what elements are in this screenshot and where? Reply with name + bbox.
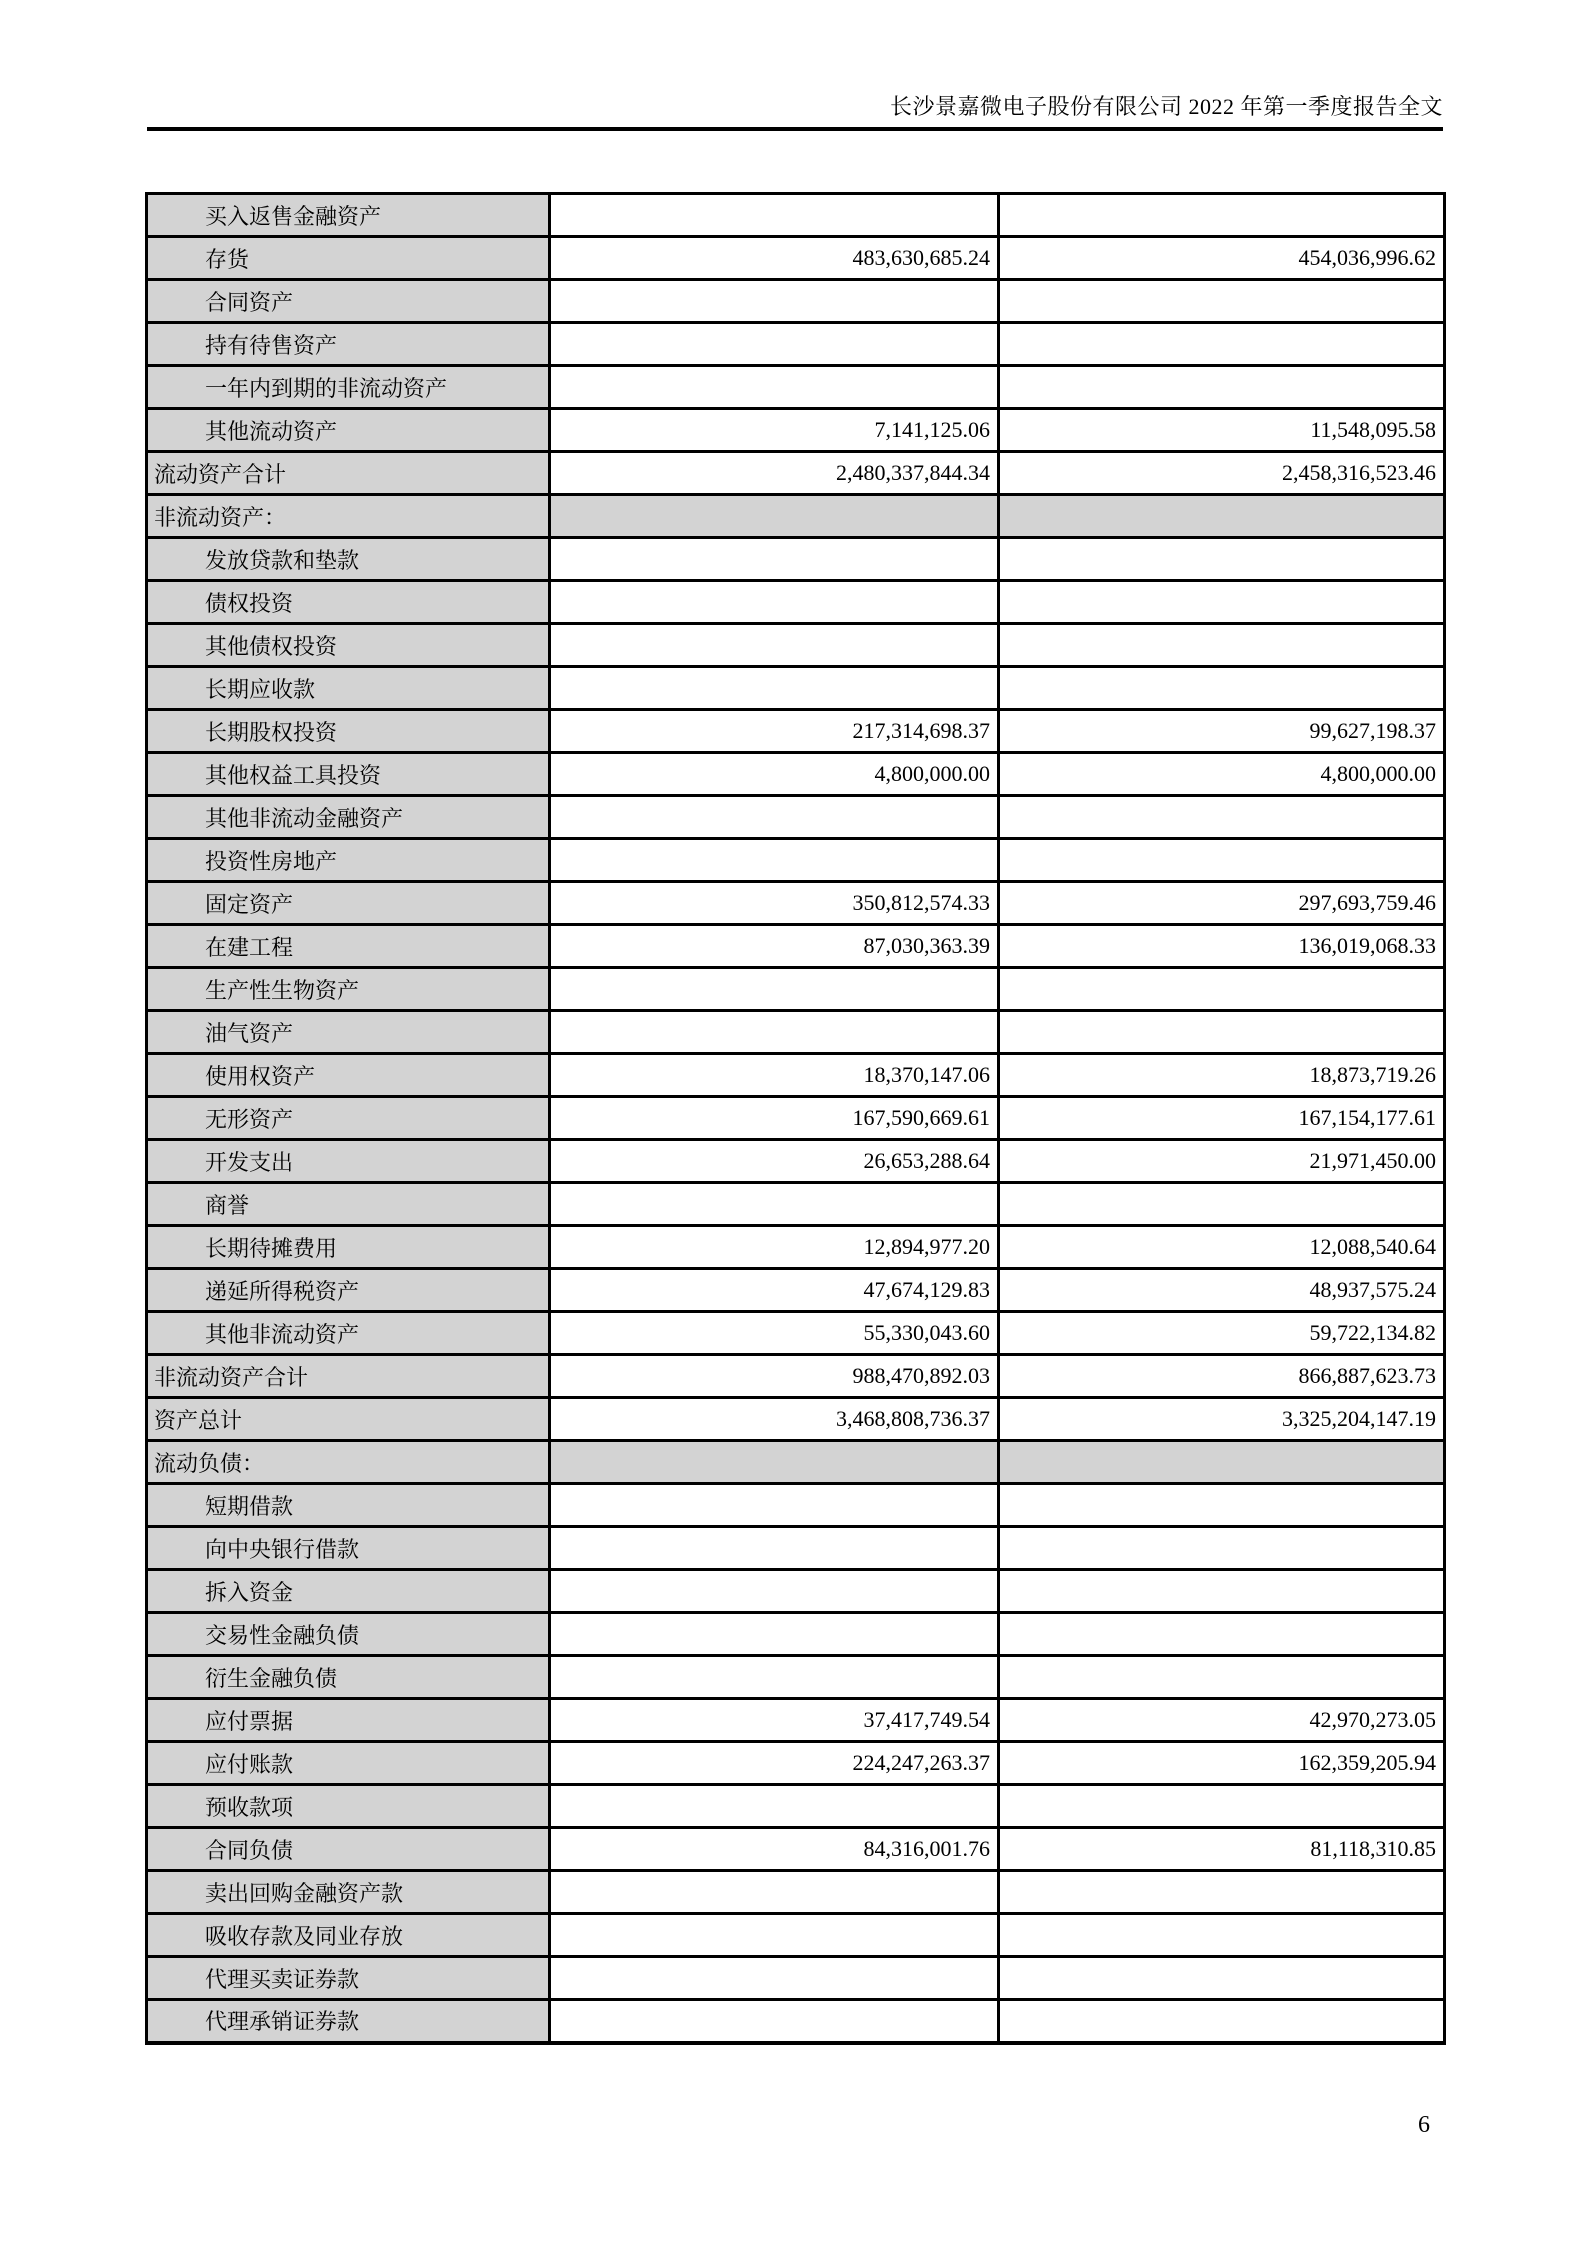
table-row (147, 1054, 1445, 1097)
table-row (147, 1140, 1445, 1183)
row-label-cell: 应付票据 (147, 1699, 550, 1742)
row-value-period-begin-cell: 136,019,068.33 (999, 925, 1445, 968)
row-label-cell: 油气资产 (147, 1011, 550, 1054)
row-label-cell: 应付账款 (147, 1742, 550, 1785)
header-rule (147, 127, 1443, 131)
row-value-period-end-cell (550, 2000, 999, 2043)
row-label-cell: 流动负债： (147, 1441, 550, 1484)
row-label-cell: 非流动资产合计 (147, 1355, 550, 1398)
table-row (147, 839, 1445, 882)
table-row (147, 581, 1445, 624)
row-value-period-begin-cell: 12,088,540.64 (999, 1226, 1445, 1269)
row-label-cell: 向中央银行借款 (147, 1527, 550, 1570)
table-row (147, 2000, 1445, 2043)
row-value-period-begin-cell (999, 839, 1445, 882)
row-label-cell: 合同负债 (147, 1828, 550, 1871)
row-value-period-begin-cell (999, 1570, 1445, 1613)
table-row (147, 280, 1445, 323)
row-label-cell: 其他债权投资 (147, 624, 550, 667)
row-value-period-begin-cell (999, 796, 1445, 839)
row-value-period-begin-cell (999, 624, 1445, 667)
row-value-period-end-cell: 37,417,749.54 (550, 1699, 999, 1742)
row-value-period-end-cell (550, 1570, 999, 1613)
row-value-period-begin-cell (999, 1871, 1445, 1914)
row-label-cell: 卖出回购金融资产款 (147, 1871, 550, 1914)
row-label-cell: 流动资产合计 (147, 452, 550, 495)
row-label-cell: 投资性房地产 (147, 839, 550, 882)
row-label-cell: 持有待售资产 (147, 323, 550, 366)
table-row (147, 1269, 1445, 1312)
table-row (147, 1656, 1445, 1699)
table-row (147, 495, 1445, 538)
row-value-period-end-cell: 217,314,698.37 (550, 710, 999, 753)
row-label-cell: 生产性生物资产 (147, 968, 550, 1011)
row-value-period-end-cell (550, 323, 999, 366)
table-row (147, 452, 1445, 495)
row-value-period-end-cell: 224,247,263.37 (550, 1742, 999, 1785)
table-row (147, 1441, 1445, 1484)
table-row (147, 237, 1445, 280)
row-value-period-end-cell (550, 1914, 999, 1957)
row-value-period-end-cell (550, 1613, 999, 1656)
table-row (147, 710, 1445, 753)
table-row (147, 1742, 1445, 1785)
row-value-period-end-cell (550, 1785, 999, 1828)
row-value-period-end-cell (550, 194, 999, 237)
row-value-period-begin-cell (999, 495, 1445, 538)
row-value-period-end-cell (550, 624, 999, 667)
row-label-cell: 买入返售金融资产 (147, 194, 550, 237)
table-row (147, 1398, 1445, 1441)
row-value-period-begin-cell: 11,548,095.58 (999, 409, 1445, 452)
row-value-period-begin-cell (999, 1441, 1445, 1484)
table-row (147, 194, 1445, 237)
row-value-period-begin-cell (999, 366, 1445, 409)
row-label-cell: 其他非流动金融资产 (147, 796, 550, 839)
row-value-period-end-cell: 26,653,288.64 (550, 1140, 999, 1183)
row-label-cell: 短期借款 (147, 1484, 550, 1527)
row-value-period-begin-cell (999, 2000, 1445, 2043)
row-label-cell: 衍生金融负债 (147, 1656, 550, 1699)
row-label-cell: 代理买卖证券款 (147, 1957, 550, 2000)
row-value-period-begin-cell: 454,036,996.62 (999, 237, 1445, 280)
page-number: 6 (1418, 2112, 1430, 2138)
row-value-period-end-cell: 18,370,147.06 (550, 1054, 999, 1097)
row-value-period-begin-cell: 18,873,719.26 (999, 1054, 1445, 1097)
row-value-period-end-cell (550, 1011, 999, 1054)
table-row (147, 366, 1445, 409)
row-label-cell: 合同资产 (147, 280, 550, 323)
table-row (147, 1527, 1445, 1570)
row-label-cell: 其他非流动资产 (147, 1312, 550, 1355)
row-label-cell: 其他权益工具投资 (147, 753, 550, 796)
row-value-period-begin-cell: 81,118,310.85 (999, 1828, 1445, 1871)
row-value-period-end-cell: 55,330,043.60 (550, 1312, 999, 1355)
table-row (147, 753, 1445, 796)
table-row (147, 1183, 1445, 1226)
row-value-period-end-cell: 4,800,000.00 (550, 753, 999, 796)
row-label-cell: 预收款项 (147, 1785, 550, 1828)
row-value-period-begin-cell (999, 1011, 1445, 1054)
table-row (147, 538, 1445, 581)
row-value-period-begin-cell: 59,722,134.82 (999, 1312, 1445, 1355)
table-row (147, 323, 1445, 366)
row-value-period-end-cell (550, 796, 999, 839)
row-label-cell: 发放贷款和垫款 (147, 538, 550, 581)
row-value-period-end-cell: 2,480,337,844.34 (550, 452, 999, 495)
row-value-period-end-cell: 988,470,892.03 (550, 1355, 999, 1398)
row-label-cell: 一年内到期的非流动资产 (147, 366, 550, 409)
row-label-cell: 吸收存款及同业存放 (147, 1914, 550, 1957)
row-value-period-begin-cell (999, 1785, 1445, 1828)
table-row (147, 925, 1445, 968)
row-value-period-end-cell: 84,316,001.76 (550, 1828, 999, 1871)
row-value-period-end-cell: 12,894,977.20 (550, 1226, 999, 1269)
table-row (147, 1355, 1445, 1398)
table-row (147, 796, 1445, 839)
table-row (147, 1957, 1445, 2000)
row-label-cell: 在建工程 (147, 925, 550, 968)
row-label-cell: 非流动资产： (147, 495, 550, 538)
row-value-period-end-cell (550, 1441, 999, 1484)
table-row (147, 1484, 1445, 1527)
row-value-period-end-cell (550, 1484, 999, 1527)
row-value-period-begin-cell: 297,693,759.46 (999, 882, 1445, 925)
row-value-period-begin-cell (999, 280, 1445, 323)
row-label-cell: 长期应收款 (147, 667, 550, 710)
row-label-cell: 长期股权投资 (147, 710, 550, 753)
row-value-period-begin-cell (999, 1656, 1445, 1699)
row-label-cell: 无形资产 (147, 1097, 550, 1140)
row-value-period-begin-cell (999, 1613, 1445, 1656)
row-value-period-begin-cell: 167,154,177.61 (999, 1097, 1445, 1140)
row-value-period-begin-cell: 866,887,623.73 (999, 1355, 1445, 1398)
row-value-period-begin-cell: 3,325,204,147.19 (999, 1398, 1445, 1441)
row-value-period-end-cell (550, 968, 999, 1011)
row-value-period-begin-cell (999, 1914, 1445, 1957)
row-value-period-begin-cell (999, 667, 1445, 710)
row-value-period-end-cell: 350,812,574.33 (550, 882, 999, 925)
row-label-cell: 其他流动资产 (147, 409, 550, 452)
row-value-period-end-cell (550, 581, 999, 624)
table-row (147, 1914, 1445, 1957)
row-value-period-begin-cell: 48,937,575.24 (999, 1269, 1445, 1312)
row-value-period-begin-cell: 99,627,198.37 (999, 710, 1445, 753)
row-value-period-end-cell (550, 839, 999, 882)
table-row (147, 624, 1445, 667)
row-value-period-end-cell (550, 667, 999, 710)
row-label-cell: 拆入资金 (147, 1570, 550, 1613)
table-row (147, 1570, 1445, 1613)
table-row (147, 1613, 1445, 1656)
row-value-period-begin-cell (999, 194, 1445, 237)
row-value-period-begin-cell (999, 1527, 1445, 1570)
row-value-period-end-cell (550, 1656, 999, 1699)
row-label-cell: 开发支出 (147, 1140, 550, 1183)
table-row (147, 1226, 1445, 1269)
table-row (147, 1871, 1445, 1914)
balance-sheet-body (147, 194, 1445, 2043)
row-value-period-end-cell: 3,468,808,736.37 (550, 1398, 999, 1441)
row-value-period-end-cell (550, 1183, 999, 1226)
table-row (147, 968, 1445, 1011)
row-value-period-begin-cell (999, 323, 1445, 366)
row-value-period-begin-cell (999, 968, 1445, 1011)
row-value-period-end-cell: 483,630,685.24 (550, 237, 999, 280)
table-row (147, 1785, 1445, 1828)
table-row (147, 667, 1445, 710)
row-value-period-end-cell (550, 495, 999, 538)
row-label-cell: 固定资产 (147, 882, 550, 925)
row-value-period-begin-cell: 42,970,273.05 (999, 1699, 1445, 1742)
table-row (147, 1312, 1445, 1355)
row-value-period-end-cell: 7,141,125.06 (550, 409, 999, 452)
row-label-cell: 递延所得税资产 (147, 1269, 550, 1312)
row-value-period-begin-cell: 4,800,000.00 (999, 753, 1445, 796)
report-header-title: 长沙景嘉微电子股份有限公司 2022 年第一季度报告全文 (889, 94, 1443, 119)
row-value-period-begin-cell (999, 1484, 1445, 1527)
row-label-cell: 交易性金融负债 (147, 1613, 550, 1656)
row-label-cell: 使用权资产 (147, 1054, 550, 1097)
row-value-period-begin-cell: 162,359,205.94 (999, 1742, 1445, 1785)
table-row (147, 1828, 1445, 1871)
table-row (147, 882, 1445, 925)
row-label-cell: 存货 (147, 237, 550, 280)
row-value-period-end-cell: 167,590,669.61 (550, 1097, 999, 1140)
row-label-cell: 商誉 (147, 1183, 550, 1226)
row-value-period-end-cell (550, 280, 999, 323)
row-value-period-begin-cell (999, 1957, 1445, 2000)
table-row (147, 409, 1445, 452)
row-label-cell: 债权投资 (147, 581, 550, 624)
row-value-period-end-cell: 47,674,129.83 (550, 1269, 999, 1312)
row-value-period-end-cell: 87,030,363.39 (550, 925, 999, 968)
row-value-period-end-cell (550, 366, 999, 409)
table-row (147, 1097, 1445, 1140)
row-label-cell: 代理承销证券款 (147, 2000, 550, 2043)
row-value-period-begin-cell (999, 1183, 1445, 1226)
row-value-period-end-cell (550, 1871, 999, 1914)
row-label-cell: 长期待摊费用 (147, 1226, 550, 1269)
row-value-period-end-cell (550, 1957, 999, 2000)
row-value-period-begin-cell (999, 538, 1445, 581)
table-row (147, 1011, 1445, 1054)
row-value-period-end-cell (550, 538, 999, 581)
row-label-cell: 资产总计 (147, 1398, 550, 1441)
table-row (147, 1699, 1445, 1742)
row-value-period-begin-cell (999, 581, 1445, 624)
row-value-period-end-cell (550, 1527, 999, 1570)
row-value-period-begin-cell: 21,971,450.00 (999, 1140, 1445, 1183)
balance-sheet-table (145, 192, 1446, 2045)
row-value-period-begin-cell: 2,458,316,523.46 (999, 452, 1445, 495)
